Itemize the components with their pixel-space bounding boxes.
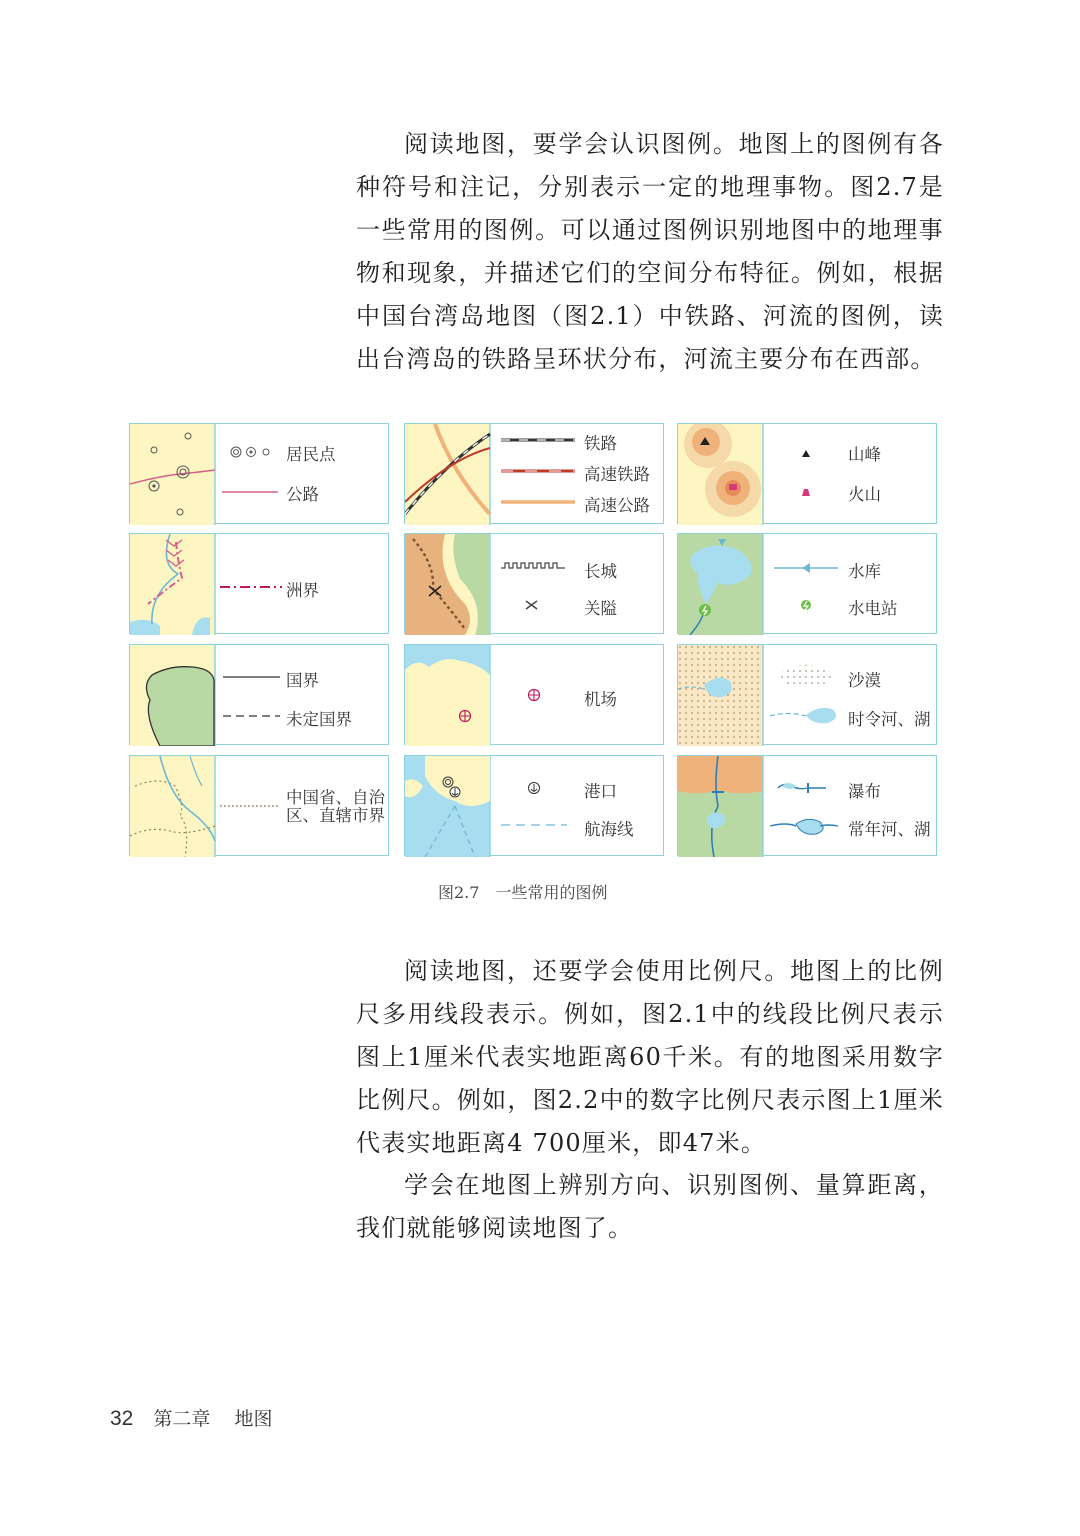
legend-map-reservoir — [678, 534, 938, 635]
legend-label: 火山 — [848, 485, 881, 504]
legend-label: 关隘 — [584, 599, 617, 618]
page-number: 32 — [110, 1407, 134, 1430]
legend-cell-national-boundary — [129, 644, 389, 745]
legend-label: 时令河、湖 — [848, 710, 931, 729]
legend-label: 国界 — [286, 671, 319, 690]
legend-map-continental-boundary — [130, 534, 390, 635]
legend-cell-continental-boundary — [129, 533, 389, 634]
legend-label: 洲界 — [286, 581, 319, 600]
legend-label: 居民点 — [286, 445, 336, 464]
legend-cell-great-wall — [404, 533, 664, 634]
legend-label: 中国省、自治区、直辖市界 — [286, 788, 385, 825]
legend-label: 长城 — [584, 562, 617, 581]
chapter-title: 地图 — [234, 1408, 273, 1430]
legend-label: 机场 — [584, 690, 617, 709]
legend-map-port — [405, 756, 665, 857]
paragraph-conclusion: 学会在地图上辨别方向、识别图例、量算距离，我们就能够阅读地图了。 — [356, 1171, 944, 1242]
legend-label: 铁路 — [584, 434, 617, 453]
legend-map-settlement-road — [130, 424, 390, 525]
legend-cell-settlement-road — [129, 423, 389, 524]
legend-cell-airport — [404, 644, 664, 745]
paragraph-scale: 阅读地图，还要学会使用比例尺。地图上的比例尺多用线段表示。例如，图2.1中的线段比例尺表示图上1厘米代表实地距离60千米。有的地图采用数字比例尺。例如，图2.2中的数字比例尺表示图上1厘米代表实地距离4 700厘米，即47米。 — [356, 957, 944, 1157]
legend-cell-waterfall — [677, 755, 937, 856]
legend-label: 山峰 — [848, 445, 881, 464]
legend-map-waterfall — [678, 756, 938, 857]
legend-map-desert — [678, 645, 938, 746]
legend-label: 沙漠 — [848, 671, 881, 690]
legend-cell-reservoir — [677, 533, 937, 634]
legend-label: 水库 — [848, 562, 881, 581]
legend-map-peak — [678, 424, 938, 525]
legend-label: 常年河、湖 — [848, 820, 931, 839]
figure-caption: 图2.7 一些常用的图例 — [438, 883, 608, 902]
legend-label: 水电站 — [848, 599, 898, 618]
legend-map-airport — [405, 645, 665, 746]
paragraph-legend-intro: 阅读地图，要学会认识图例。地图上的图例有各种符号和注记，分别表示一定的地理事物。图2.7是一些常用的图例。可以通过图例识别地图中的地理事物和现象，并描述它们的空间分布特征。例如，根据中国台湾岛地图（图2.1）中铁路、河流的图例，读出台湾岛的铁路呈环状分布，河流主要分布在西部。 — [356, 130, 944, 373]
legend-cell-port — [404, 755, 664, 856]
legend-label: 高速铁路 — [584, 465, 650, 484]
legend-cell-desert — [677, 644, 937, 745]
legend-label: 公路 — [286, 485, 319, 504]
legend-label: 港口 — [584, 782, 617, 801]
legend-label: 航海线 — [584, 820, 634, 839]
legend-label: 未定国界 — [286, 710, 352, 729]
legend-cell-peak — [677, 423, 937, 524]
page-footer — [110, 1404, 272, 1431]
legend-map-great-wall — [405, 534, 665, 635]
legend-cell-railway — [404, 423, 664, 524]
legend-label: 瀑布 — [848, 782, 881, 801]
legend-map-national-boundary — [130, 645, 390, 746]
chapter-label: 第二章 — [153, 1408, 211, 1430]
legend-cell-provincial-boundary — [129, 755, 389, 856]
legend-label: 高速公路 — [584, 496, 650, 515]
